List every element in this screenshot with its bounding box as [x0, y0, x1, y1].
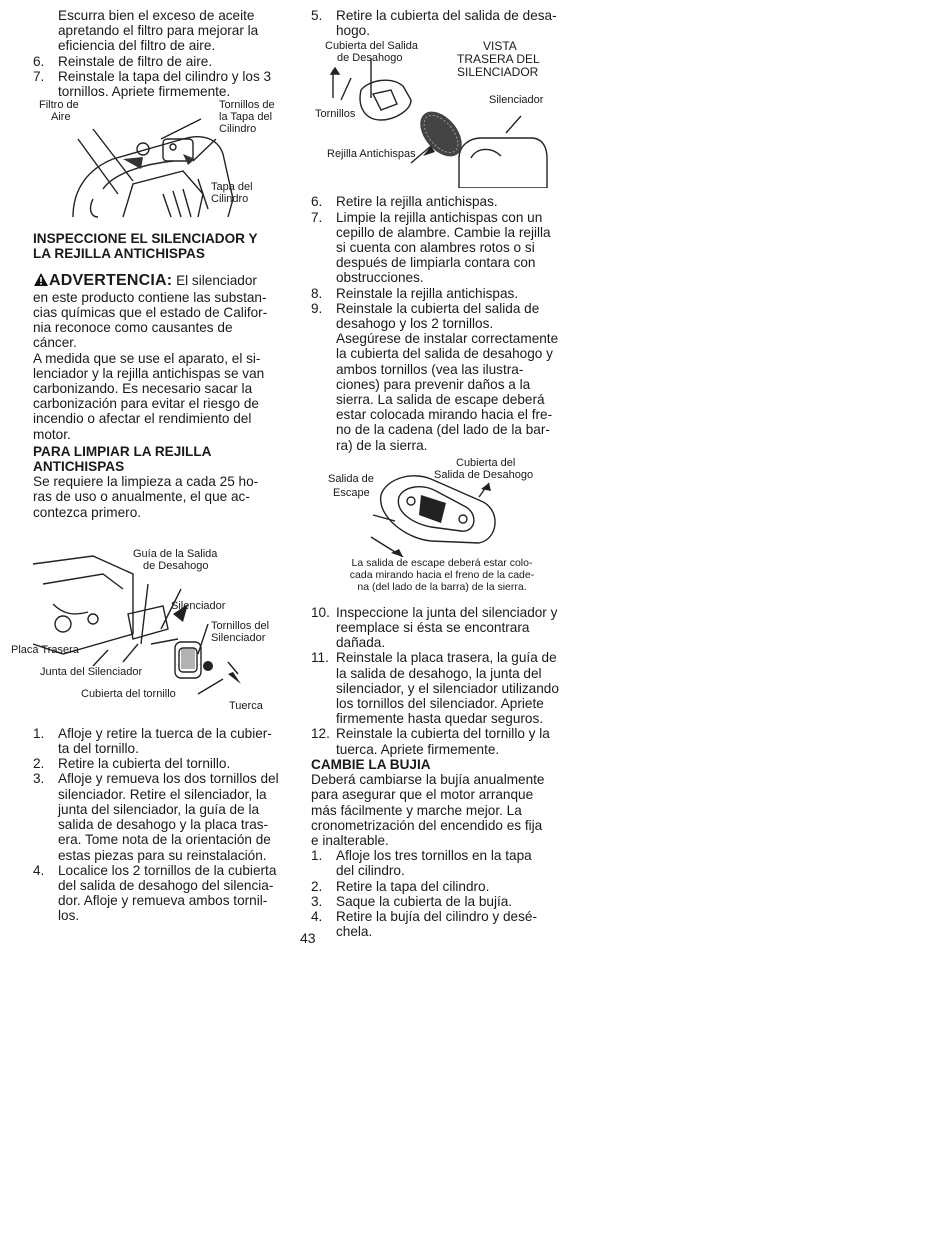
text-line: Reinstale la rejilla antichispas. — [336, 285, 519, 301]
text-line: lenciador y la rejilla antichispas se van — [33, 365, 265, 381]
list-item — [33, 8, 295, 54]
text-line: na (del lado de la barra) de la sierra. — [357, 580, 527, 593]
label-filtro-1: Filtro de — [39, 99, 79, 112]
section-title-spark-plug: CAMBIE LA BUJIA — [311, 756, 431, 772]
list-item-text — [336, 8, 573, 38]
text-line: estas piezas para su reinstalación. — [58, 847, 267, 863]
list-item-number: 6. — [33, 53, 45, 69]
list-item-number: 5. — [311, 8, 323, 23]
list-item-text — [58, 8, 295, 54]
text-line: los tornillos del silenciador. Apriete — [336, 696, 544, 712]
label-tornillos-silenciador-2: Silenciador — [211, 631, 266, 644]
text-line: Localice los 2 tornillos de la cubierta — [58, 862, 277, 878]
label-junta: Junta del Silenciador — [40, 665, 143, 678]
section-title-clean-screen — [33, 444, 295, 474]
text-line: Deberá cambiarse la bujía anualmente — [311, 772, 545, 788]
text-line: en este producto contiene las substan- — [33, 289, 267, 305]
text-line: Reinstale la cubierta del tornillo y la — [336, 726, 550, 742]
text-line: silenciador, y el silenciador utilizando — [336, 680, 559, 696]
label-tornillos-rear: Tornillos — [315, 108, 356, 121]
label-tornillos-3: Cilindro — [219, 123, 257, 136]
text-line: del salida de desahogo del silencia- — [58, 877, 274, 893]
list-item-number: 3. — [33, 771, 45, 787]
text-line: Escurra bien el exceso de aceite — [58, 8, 255, 23]
list-item-number: 12. — [311, 726, 330, 742]
list-item-text — [336, 301, 573, 453]
text-line: para asegurar que el motor arranque — [311, 787, 534, 803]
list-item-text — [336, 210, 573, 286]
list-item-text — [58, 771, 295, 862]
list-item-number: 6. — [311, 194, 323, 210]
intro-list — [33, 8, 295, 99]
list-item-text — [336, 726, 573, 756]
list-item — [311, 605, 573, 651]
label-tornillos-1: Tornillos de — [219, 99, 275, 112]
text-line: dañada. — [336, 635, 386, 651]
removal-steps-list — [33, 726, 295, 924]
text-line: LA REJILLA ANTICHISPAS — [33, 246, 205, 262]
text-line: no de la cadena (del lado de la bar- — [336, 422, 550, 438]
list-item-text — [336, 605, 573, 651]
text-line: la cubierta del salida de desahogo y — [336, 346, 553, 362]
text-line: Inspeccione la junta del silenciador y — [336, 604, 558, 620]
text-line: tuerca. Apriete firmemente. — [336, 741, 500, 757]
carbonization-paragraph — [33, 351, 295, 442]
list-item — [33, 726, 295, 756]
text-line: Afloje los tres tornillos en la tapa — [336, 848, 532, 864]
left-column — [11, 8, 295, 924]
text-line: e inalterable. — [311, 832, 389, 848]
text-line: Retire la rejilla antichispas. — [336, 194, 498, 210]
label-cubierta-salida-2: de Desahogo — [337, 52, 403, 65]
list-item-number: 3. — [311, 893, 323, 909]
label-tapa-1: Tapa del — [211, 181, 253, 194]
list-item-number: 11. — [311, 650, 329, 666]
text-line: hogo. — [336, 23, 371, 39]
text-line: Saque la cubierta de la bujía. — [336, 893, 513, 909]
exhaust-orientation-figure — [311, 457, 573, 557]
list-item-number: 4. — [311, 908, 323, 924]
list-item-text — [58, 726, 295, 756]
label-rejilla: Rejilla Antichispas — [327, 148, 416, 161]
text-line: La salida de escape deberá estar colo- — [351, 556, 533, 569]
list-item — [311, 210, 573, 286]
list-item-text — [336, 848, 573, 878]
list-item — [311, 879, 573, 894]
list-item-text — [58, 54, 295, 69]
label-filtro-2: Aire — [51, 111, 71, 124]
label-vista-2: TRASERA DEL — [457, 52, 540, 67]
text-line: la salida de desahogo, la junta del — [336, 665, 542, 681]
text-line: dor. Afloje y remueva ambos tornil- — [58, 893, 268, 909]
page-number: 43 — [300, 930, 316, 946]
text-line: eficiencia del filtro de aire. — [58, 38, 216, 54]
list-item — [311, 909, 573, 939]
text-line: cronometrización del encendido es fija — [311, 817, 543, 833]
list-item — [33, 756, 295, 771]
text-line: Retire la cubierta del tornillo. — [58, 756, 231, 772]
screen-steps-list — [311, 194, 573, 452]
list-item — [311, 650, 573, 726]
warning-icon — [33, 272, 49, 290]
text-line: del cilindro. — [336, 863, 405, 879]
label-tornillos-2: la Tapa del — [219, 111, 273, 124]
text-line: incendio o afectar el rendimiento del — [33, 411, 252, 427]
list-item-number: 2. — [33, 756, 45, 772]
text-line: Afloje y retire la tuerca de la cubier- — [58, 725, 272, 741]
text-line: ANTICHISPAS — [33, 459, 125, 475]
text-line: El silenciador — [172, 272, 257, 288]
text-line: los. — [58, 908, 80, 924]
label-guia-1: Guía de la Salida — [133, 547, 218, 560]
text-line: tornillos. Apriete firmemente. — [58, 84, 231, 100]
text-line: sierra. La salida de escape deberá — [336, 392, 545, 408]
text-line: más fácilmente y marche mejor. La — [311, 802, 522, 818]
label-silenciador: Silenciador — [171, 599, 226, 612]
list-item-text — [336, 650, 573, 726]
list-item-text — [336, 909, 573, 939]
text-line: Limpie la rejilla antichispas con un — [336, 209, 543, 225]
text-line: después de limpiarla contara con — [336, 255, 536, 271]
exhaust-caption — [311, 557, 573, 593]
text-line: junta del silenciador, la guía de la — [58, 801, 260, 817]
text-line: salida de desahogo y la placa tras- — [58, 817, 269, 833]
list-item — [33, 863, 295, 924]
text-line: Se requiere la limpieza a cada 25 ho- — [33, 474, 259, 490]
text-line: silenciador. Retire el silenciador, la — [58, 786, 267, 802]
list-item — [311, 194, 573, 209]
step-5 — [311, 8, 573, 38]
label-salida-1: Salida de — [328, 472, 374, 485]
text-line: reemplace si ésta se encontrara — [336, 620, 530, 636]
text-line: Retire la bujía del cilindro y desé- — [336, 908, 537, 924]
text-line: apretando el filtro para mejorar la — [58, 23, 259, 39]
list-item-number: 1. — [311, 848, 323, 864]
spark-plug-steps-list — [311, 848, 573, 939]
list-item — [311, 286, 573, 301]
list-item-number: 7. — [311, 209, 323, 225]
right-column — [311, 8, 573, 939]
text-line: Reinstale la cubierta del salida de — [336, 300, 540, 316]
list-item — [311, 726, 573, 756]
text-line: Retire la tapa del cilindro. — [336, 878, 490, 894]
text-line: Reinstale de filtro de aire. — [58, 53, 213, 69]
text-line: ta del tornillo. — [58, 741, 139, 757]
list-item — [33, 54, 295, 69]
label-cubierta-fig4-2: Salida de Desahogo — [434, 468, 534, 481]
text-line: contezca primero. — [33, 504, 142, 520]
text-line: Reinstale la placa trasera, la guía de — [336, 650, 557, 666]
list-item-number: 4. — [33, 862, 45, 878]
label-tuerca: Tuerca — [229, 699, 263, 712]
reinstall-steps-list — [311, 605, 573, 757]
text-line: Reinstale la tapa del cilindro y los 3 — [58, 68, 272, 84]
text-line: PARA LIMPIAR LA REJILLA — [33, 443, 212, 459]
list-item-text — [336, 894, 573, 909]
muffler-exploded-figure — [11, 544, 295, 722]
label-cubierta-tornillo: Cubierta del tornillo — [81, 687, 176, 700]
text-line: estar colocada mirando hacia el fre- — [336, 407, 553, 423]
spark-plug-paragraph — [311, 772, 573, 848]
list-item — [311, 848, 573, 878]
text-line: cáncer. — [33, 335, 77, 351]
label-vista-1: VISTA — [483, 39, 517, 54]
warning-paragraph — [33, 272, 295, 351]
list-item-number: 7. — [33, 68, 45, 84]
list-item-number: 8. — [311, 285, 323, 301]
label-salida-2: Escape — [333, 486, 370, 499]
label-silenciador-rear: Silenciador — [489, 94, 544, 107]
cleaning-interval-paragraph — [33, 474, 295, 520]
text-line: carbonización para evitar el riesgo de — [33, 396, 259, 412]
text-line: ambos tornillos (vea las ilustra- — [336, 361, 524, 377]
cylinder-cover-figure — [33, 99, 295, 223]
list-item — [33, 771, 295, 862]
label-tornillos-silenciador-1: Tornillos del — [211, 619, 270, 632]
text-line: si cuenta con alambres rotos o si — [336, 240, 535, 256]
list-item-text — [336, 194, 573, 209]
list-item-text — [336, 879, 573, 894]
text-line: cias químicas que el estado de Califor- — [33, 305, 268, 321]
list-item-number: 10. — [311, 604, 330, 620]
section-title-inspect-muffler — [33, 231, 295, 261]
text-line: obstrucciones. — [336, 270, 424, 286]
text-line: firmemente hasta quedar seguros. — [336, 711, 544, 727]
list-item-number: 2. — [311, 878, 323, 894]
list-item-text — [336, 286, 573, 301]
label-placa-trasera: Placa Trasera — [11, 643, 79, 656]
list-item-number: 1. — [33, 725, 45, 741]
text-line: carbonizando. Es necesario sacar la — [33, 381, 253, 397]
list-item — [33, 69, 295, 99]
text-line: ra) de la sierra. — [336, 437, 428, 453]
label-guia-2: de Desahogo — [143, 559, 209, 572]
text-line: nia reconoce como causantes de — [33, 320, 233, 336]
label-vista-3: SILENCIADOR — [457, 65, 539, 80]
list-item — [311, 8, 573, 38]
list-item-number — [33, 8, 58, 54]
text-line: cepillo de alambre. Cambie la rejilla — [336, 224, 551, 240]
list-item-text — [58, 69, 295, 99]
list-item — [311, 301, 573, 453]
text-line: motor. — [33, 426, 71, 442]
text-line: A medida que se use el aparato, el si- — [33, 350, 261, 366]
text-line: era. Tome nota de la orientación de — [58, 832, 271, 848]
text-line: INSPECCIONE EL SILENCIADOR Y — [33, 231, 258, 247]
text-line: Retire la cubierta del salida de desa- — [336, 8, 557, 23]
label-tapa-2: Cilindro — [211, 193, 249, 206]
warning-heading: ADVERTENCIA: — [49, 271, 173, 289]
list-item-number: 9. — [311, 300, 323, 316]
text-line: chela. — [336, 924, 373, 940]
label-cubierta-salida-1: Cubierta del Salida — [325, 40, 418, 53]
text-line: ciones) para prevenir daños a la — [336, 376, 531, 392]
text-line: Asegúrese de instalar correctamente — [336, 331, 559, 347]
text-line: desahogo y los 2 tornillos. — [336, 316, 494, 332]
text-line: Afloje y remueva los dos tornillos del — [58, 771, 279, 787]
text-line: ras de uso o anualmente, el que ac- — [33, 489, 250, 505]
label-cubierta-fig4-1: Cubierta del — [456, 456, 516, 469]
muffler-rear-figure — [311, 38, 573, 188]
list-item-text — [58, 863, 295, 924]
list-item-text — [58, 756, 295, 771]
text-line: cada mirando hacia el freno de la cade- — [349, 568, 535, 581]
list-item — [311, 894, 573, 909]
